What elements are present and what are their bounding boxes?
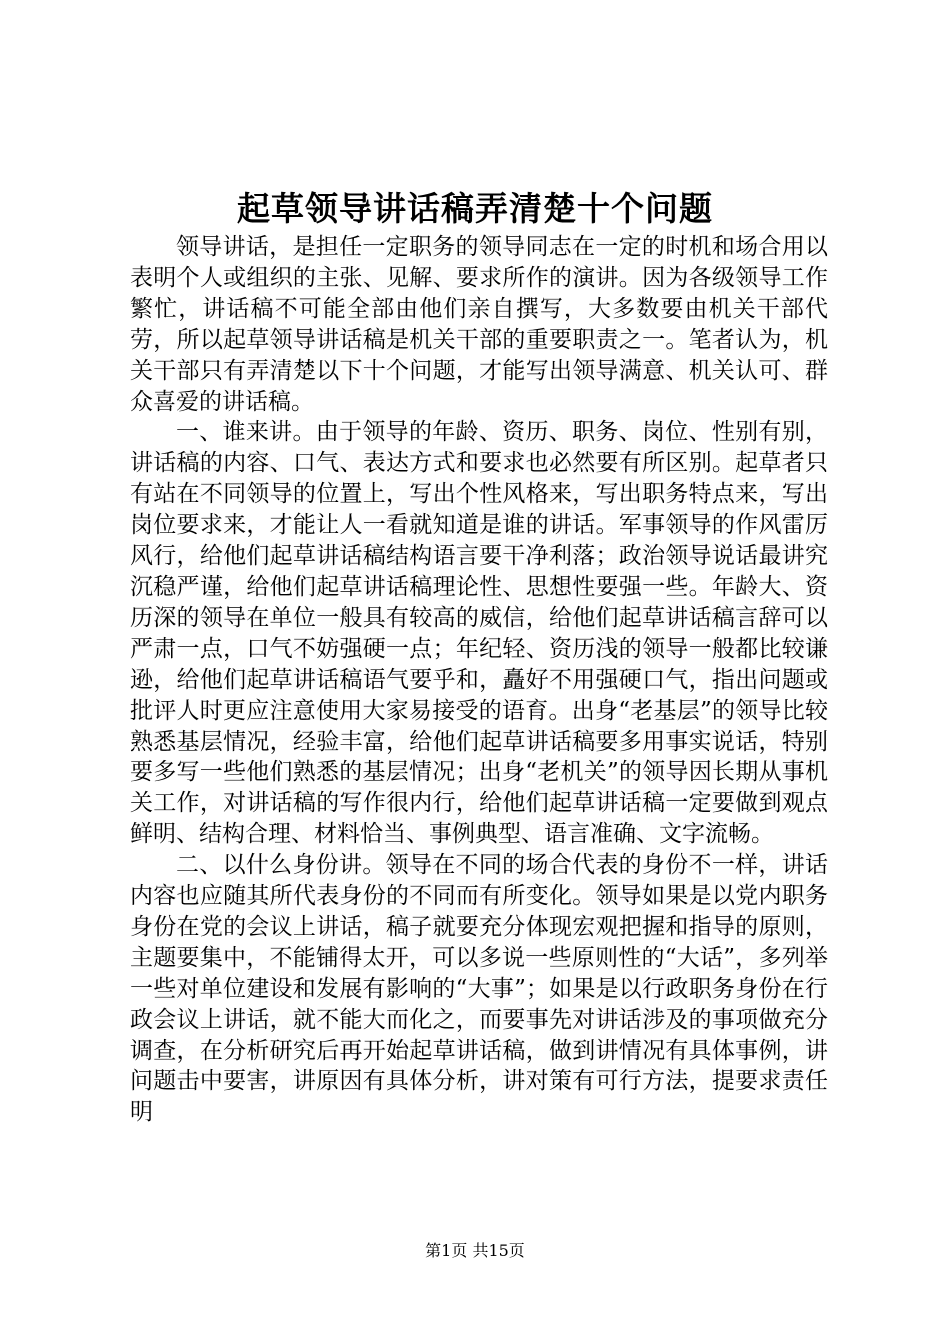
document-title: 起草领导讲话稿弄清楚十个问题 — [237, 189, 713, 228]
paragraph-section-2: 二、以什么身份讲。领导在不同的场合代表的身份不一样，讲话内容也应随其所代表身份的不同而有所变化。领导如果是以党内职务身份在党的会议上讲话，稿子就要充分体现宏观把握和指导的原则，主题要集中，不能铺得太开，可以多说一些原则性的“大话”，多列举一些对单位建设和发展有影响的“大事”；如果是以行政职务身份在行政会议上讲话，就不能大而化之，而要事先对讲话涉及的事项做充分调查，在分析研究后再开始起草讲话稿，做到讲情况有具体事例，讲问题击中要害，讲原因有具体分析，讲对策有可行方法，提要求责任明 — [130, 852, 828, 1126]
document-body — [130, 232, 828, 1128]
paragraph-section-1: 一、谁来讲。由于领导的年龄、资历、职务、岗位、性别有别，讲话稿的内容、口气、表达方式和要求也必然要有所区别。起草者只有站在不同领导的位置上，写出个性风格来，写出职务特点来，写出岗位要求来，才能让人一看就知道是谁的讲话。军事领导的作风雷厉风行，给他们起草讲话稿结构语言要干净利落；政治领导说话最讲究沉稳严谨，给他们起草讲话稿理论性、思想性要强一些。年龄大、资历深的领导在单位一般具有较高的威信，给他们起草讲话稿言辞可以严肃一点，口气不妨强硬一点；年纪轻、资历浅的领导一般都比较谦逊，给他们起草讲话稿语气要乎和，矗好不用强硬口气，指出问题或批评人时更应注意使用大家易接受的语育。出身“老基层”的领导比较熟悉基层情况，经验丰富，给他们起草讲话稿要多用事实说话，特别要多写一些他们熟悉的基层情况；出身“老机关”的领导因长期从事机关工作，对讲话稿的写作很内行，给他们起草讲话稿一定要做到观点鲜明、结构合理、材料恰当、事例典型、语言准确、文字流畅。 — [130, 419, 828, 848]
paragraph-intro: 领导讲话，是担任一定职务的领导同志在一定的时机和场合用以表明个人或组织的主张、见解、要求所作的演讲。因为各级领导工作繁忙，讲话稿不可能全部由他们亲自撰写，大多数要由机关干部代劳，所以起草领导讲话稿是机关干部的重要职责之一。笔者认为，机关干部只有弄清楚以下十个问题，才能写出领导满意、机关认可、群众喜爱的讲话稿。 — [130, 234, 828, 415]
page-number-footer: 第1页 共15页 — [425, 1241, 525, 1260]
